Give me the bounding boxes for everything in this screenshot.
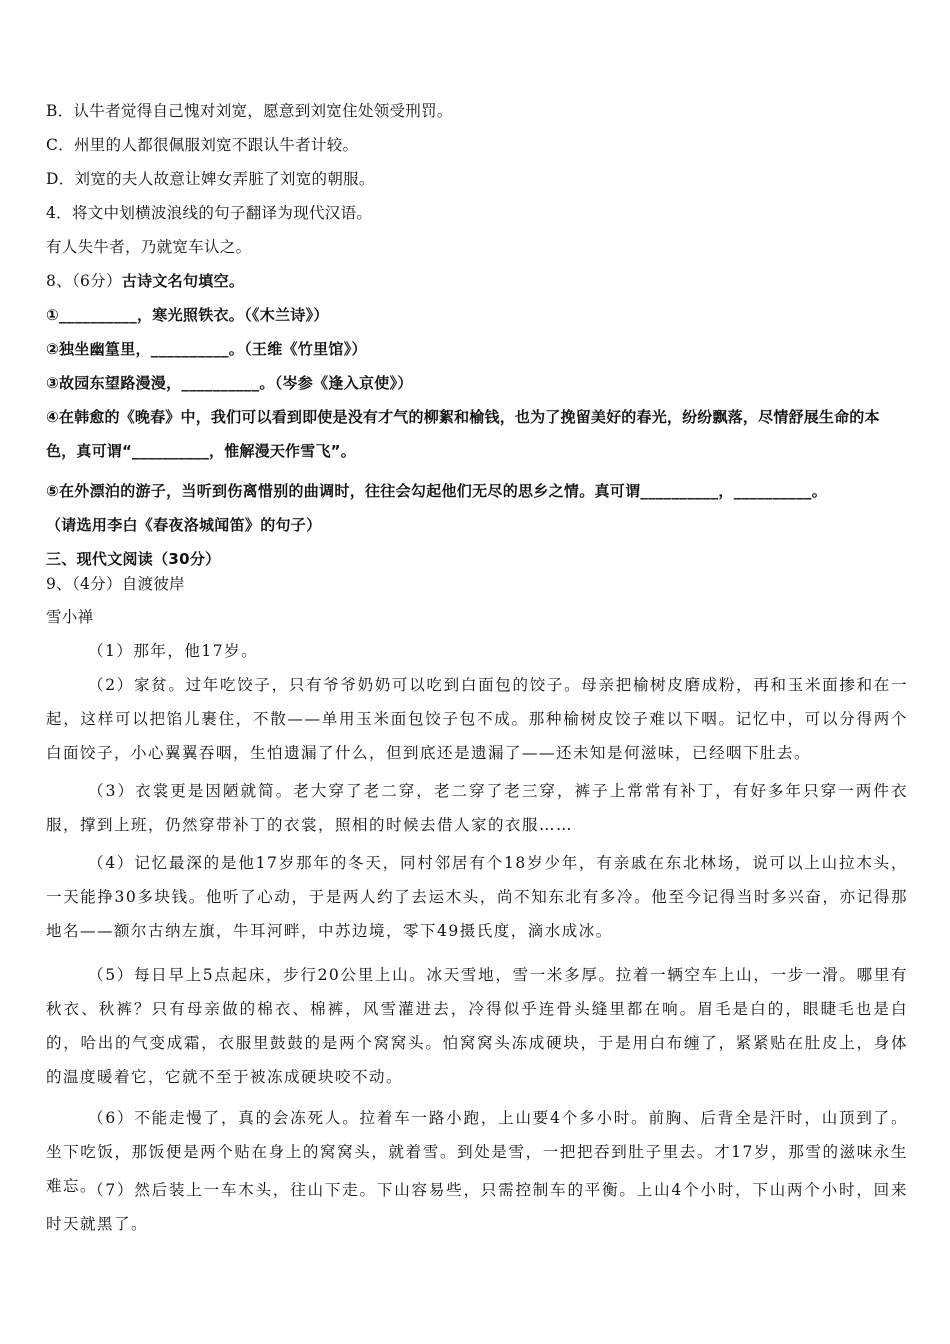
article-paragraph-4: （4）记忆最深的是他17岁那年的冬天，同村邻居有个18岁少年，有亲戚在东北林场，说可以上山拉木头，一天能挣30多块钱。他听了心动，于是两人约了去运木头，尚不知东北有多冷。他至今记得当时多兴奋，亦记得那地名——额尔古纳左旗，牛耳河畔，中苏边境，零下49摄氏度，滴水成冰。 (46, 854, 908, 940)
fill-blank-item-1: ①__________，寒光照铁衣。（《木兰诗》） (46, 306, 329, 324)
article-paragraph-5: （5）每日早上5点起床，步行20公里上山。冰天雪地，雪一米多厚。拉着一辆空车上山，一步一滑。哪里有秋衣、秋裤？只有母亲做的棉衣、棉裤，风雪灌进去，冷得似乎连骨头缝里都在响。眉毛是白的，眼睫毛也是白的，哈出的气变成霜，衣服里鼓鼓的是两个窝窝头。怕窝窝头冻成硬块，于是用白布缠了，紧紧贴在肚皮上，身体的温度暖着它，它就不至于被冻成硬块咬不动。 (46, 966, 908, 1086)
article-author: 雪小禅 (46, 608, 94, 626)
article-paragraph-2: （2）家贫。过年吃饺子，只有爷爷奶奶可以吃到白面包的饺子。母亲把榆树皮磨成粉，再和玉米面掺和在一起，这样可以把馅儿裹住，不散——单用玉米面包饺子包不成。那种榆树皮饺子难以下咽。记忆中，可以分得两个白面饺子，小心翼翼吞咽，生怕遗漏了什么，但到底还是遗漏了——还未知是何滋味，已经咽下肚去。 (46, 676, 908, 762)
question-8-heading (46, 269, 910, 293)
article-paragraph-6: （6）不能走慢了，真的会冻死人。拉着车一路小跑，上山要4个多小时。前胸、后背全是汗时，山顶到了。坐下吃饭，那饭便是两个贴在身上的窝窝头，就着雪。到处是雪，一把把吞到肚子里去。才17岁，那雪的滋味永生难忘。 (46, 1109, 908, 1195)
article-paragraph-1: （1）那年，他17岁。 (88, 642, 259, 660)
fill-blank-item-4: ④在韩愈的《晚春》中，我们可以看到即使是没有才气的柳絮和榆钱，也为了挽留美好的春光，纷纷飘落，尽情舒展生命的本色，真可谓“__________，惟解漫天作雪飞”。 (46, 408, 880, 460)
article-paragraph-7: （7）然后装上一车木头，往山下走。下山容易些，只需控制车的平衡。上山4个小时，下山两个小时，回来时天就黑了。 (46, 1181, 908, 1233)
fill-blank-note: （请选用李白《春夜洛城闻笛》的句子） (46, 516, 322, 534)
section-3-heading: 三、现代文阅读（30分） (46, 550, 221, 568)
fill-blank-item-3: ③故园东望路漫漫，__________。（岑参《逢入京使》） (46, 374, 413, 392)
option-b: B．认牛者觉得自己愧对刘宽，愿意到刘宽住处领受刑罚。 (46, 102, 453, 120)
fill-blank-item-2: ②独坐幽篁里，__________。（王维《竹里馆》） (46, 340, 367, 358)
article-paragraph-3: （3）衣裳更是因陋就简。老大穿了老二穿，老二穿了老三穿，裤子上常常有补丁，有好多年只穿一两件衣服，撑到上班，仍然穿带补丁的衣裳，照相的时候去借人家的衣服…… (46, 782, 908, 834)
question-4-sentence: 有人失牛者，乃就宽车认之。 (46, 238, 252, 256)
question-8-number: 8、（6分） (46, 272, 122, 290)
question-9-header: 9、（4分）自渡彼岸 (46, 575, 185, 593)
question-8-title: 古诗文名句填空。 (121, 272, 245, 290)
option-c: C．州里的人都很佩服刘宽不跟认牛者计较。 (46, 136, 359, 154)
option-d: D．刘宽的夫人故意让婢女弄脏了刘宽的朝服。 (46, 170, 375, 188)
question-4-prompt: 4．将文中划横波浪线的句子翻译为现代汉语。 (46, 204, 373, 222)
fill-blank-item-5: ⑤在外漂泊的游子，当听到伤离惜别的曲调时，往往会勾起他们无尽的思乡之情。真可谓__________，__________。 (46, 482, 828, 500)
